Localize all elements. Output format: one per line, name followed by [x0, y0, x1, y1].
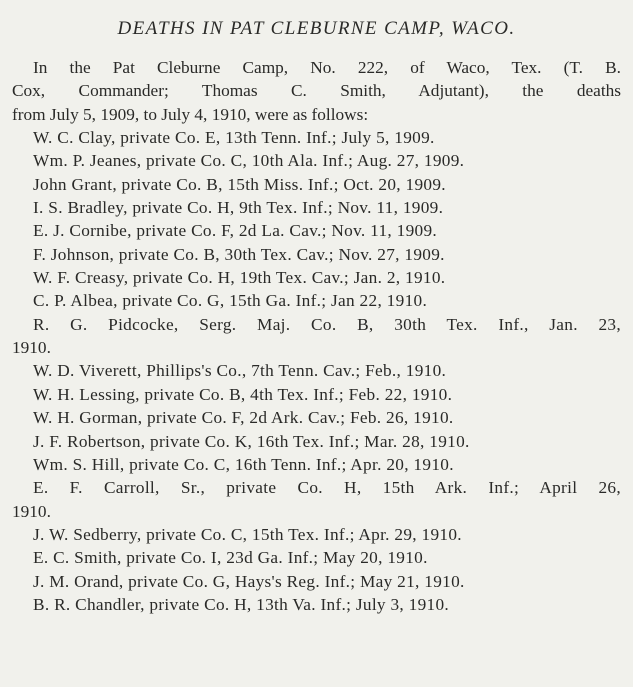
death-entry: J. F. Robertson, private Co. K, 16th Tex. Inf.; Mar. 28, 1910.	[33, 431, 470, 451]
death-entry: J. W. Sedberry, private Co. C, 15th Tex. Inf.; Apr. 29, 1910.	[33, 524, 462, 544]
death-entry: E. J. Cornibe, private Co. F, 2d La. Cav.; Nov. 11, 1909.	[33, 221, 438, 241]
death-entry: W. F. Creasy, private Co. H, 19th Tex. Cav.; Jan. 2, 1910.	[33, 268, 446, 288]
death-entry: W. D. Viverett, Phillips's Co., 7th Tenn. Cav.; Feb., 1910.	[33, 361, 447, 381]
death-entry: John Grant, private Co. B, 15th Miss. Inf.; Oct. 20, 1909.	[33, 174, 446, 194]
death-entry: E. C. Smith, private Co. I, 23d Ga. Inf.; May 20, 1910.	[33, 548, 428, 568]
death-entry: F. Johnson, private Co. B, 30th Tex. Cav.; Nov. 27, 1909.	[33, 244, 445, 264]
death-entry: W. H. Gorman, private Co. F, 2d Ark. Cav.; Feb. 26, 1910.	[33, 408, 454, 428]
death-entry: R. G. Pidcocke, Serg. Maj. Co. B, 30th Tex. Inf., Jan. 23,	[33, 314, 621, 334]
death-entry: W. H. Lessing, private Co. B, 4th Tex. Inf.; Feb. 22, 1910.	[33, 384, 453, 404]
intro-line-2: Cox, Commander; Thomas C. Smith, Adjutant), the deaths	[12, 81, 621, 101]
death-entry: Wm. S. Hill, private Co. C, 16th Tenn. Inf.; Apr. 20, 1910.	[33, 454, 454, 474]
article-body	[12, 56, 621, 616]
death-entry: E. F. Carroll, Sr., private Co. H, 15th Ark. Inf.; April 26,	[33, 478, 621, 498]
intro-line-1: In the Pat Cleburne Camp, No. 222, of Waco, Tex. (T. B.	[33, 58, 621, 77]
intro-line-3: from July 5, 1909, to July 4, 1910, were as follows:	[12, 104, 369, 124]
death-entry: B. R. Chandler, private Co. H, 13th Va. Inf.; July 3, 1910.	[33, 594, 450, 614]
death-entry: J. M. Orand, private Co. G, Hays's Reg. Inf.; May 21, 1910.	[33, 571, 465, 591]
death-entry: C. P. Albea, private Co. G, 15th Ga. Inf.; Jan 22, 1910.	[33, 291, 428, 311]
death-entry-continuation: 1910.	[12, 338, 51, 358]
death-entry-continuation: 1910.	[12, 501, 51, 521]
death-entry: I. S. Bradley, private Co. H, 9th Tex. Inf.; Nov. 11, 1909.	[33, 198, 444, 218]
page-title: DEATHS IN PAT CLEBURNE CAMP, WACO.	[117, 18, 516, 39]
death-entry: Wm. P. Jeanes, private Co. C, 10th Ala. Inf.; Aug. 27, 1909.	[33, 151, 465, 171]
death-entry: W. C. Clay, private Co. E, 13th Tenn. Inf.; July 5, 1909.	[33, 128, 435, 148]
